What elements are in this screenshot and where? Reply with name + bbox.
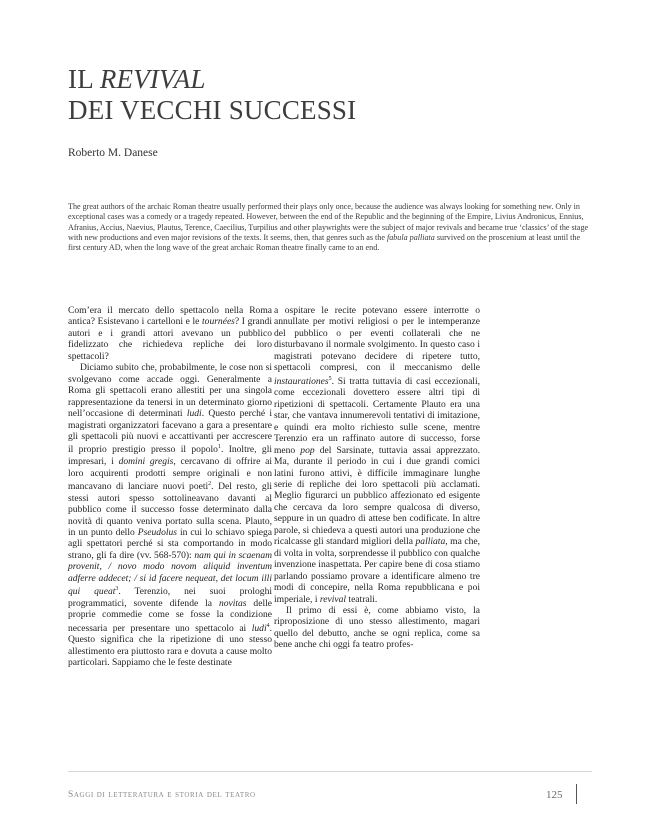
paragraph: [68, 362, 272, 668]
text-run: a ospitare le recite potevano essere interrotte o annullate per motivi religiosi o per le intemperanze del pubblico o per eventi collaterali che ne disturbavano il normale svolgimento. In questo caso i magistrati potevano decidere di ripetere tutto, spettacoli compresi, con il meccanismo delle: [274, 305, 480, 374]
italic-run: nam qui in scaenam provenit, / novo modo novom aliquid inventum adferre addecet; / si id facere nequeat, det locum illi qui queat: [68, 549, 272, 598]
page-number-bar: [576, 784, 577, 804]
text-run: . Terenzio, nei suoi prologhi programmatici, sovente difende la: [68, 586, 272, 609]
abstract-text: The great authors of the archaic Roman theatre usually performed their plays only once, because the audience was always looking for something new. Only in exceptional cases was a comedy or a tragedy repeated. However, between the end of the Republic and the beginning of the Empire, Livius Andronicus, Ennius, Afranius, Accius, Naevius, Plautus, Terence, Caecilius, Turpilius and other playwrights were the subject of major revivals and became true ‘classics’ of the stage with new productions and even major revisions of the texts. It seems, then, that genres such as the: [68, 202, 589, 243]
paragraph: [68, 305, 272, 362]
text-run: delle proprie commedie come se fosse la condizione necessaria per presentare uno spettacolo ai: [68, 597, 272, 634]
text-run: teatrali.: [346, 593, 378, 605]
italic-run: domini gregis: [118, 456, 174, 468]
title-italic-word: REVIVAL: [99, 64, 206, 94]
italic-run: ludi: [251, 622, 267, 634]
italic-run: revival: [319, 593, 347, 605]
italic-run: pop: [300, 444, 315, 456]
title-line-2: DEI VECCHI SUCCESSI: [68, 95, 357, 125]
text-run: ? I grandi autori e i grandi attori avevano un pubblico fidelizzato che richiedeva repliche dei loro spettacoli?: [68, 316, 272, 362]
title-line-1: [68, 64, 588, 95]
paragraph: [274, 305, 480, 605]
italic-run: palliata: [415, 536, 446, 548]
abstract: [68, 202, 592, 254]
text-run: in cui lo schiavo spiega agli spettatori perché si sta comportando in modo strano, gli fa dire (vv. 568-570):: [68, 526, 272, 561]
text-run: . Del resto, gli stessi autori spesso sottolineavano davanti al pubblico come il successo fosse determinato dalla novità di quanto veniva portato sulla scena. Plauto, in un punto dello: [68, 481, 273, 538]
text-run: Diciamo subito che, probabilmente, le cose non si svolgevano come accade oggi. Generalmente a Roma gli spettacoli erano allestiti per una singola rappresentazione da tenersi in un determinato giorno nell’occasione di determinati: [68, 362, 272, 420]
footnote-ref[interactable]: 5: [328, 375, 332, 382]
italic-run: novitas: [218, 597, 247, 609]
text-run: . Inoltre, gli impresari, i: [68, 444, 272, 468]
footnote-ref[interactable]: 3: [115, 586, 119, 593]
text-run: del Sarsinate, tuttavia assai apprezzato. Ma, durante il periodo in cui i due grandi comici latini furono attivi, è difficile immaginare lunghe serie di repliche dei loro spettacoli più acclamati. Meglio figurarci un pubblico affezionato ed esigente che cercava da loro sempre qualcosa di diverso, seppure in un quadro di attese ben codificate. In altre parole, si chiedeva a questi autori una produzione che ricalcasse gli standard migliori della: [274, 444, 480, 548]
article-title: [68, 64, 588, 126]
text-run: , ma che, di volta in volta, sorprendesse il pubblico con qualche invenzione inaspettata. Per capire bene di cosa stiamo parlando possiamo provare a identificare almeno tre modi di concepire, nella Roma repubblicana e poi imperiale, i: [274, 536, 481, 605]
title-prefix: IL: [68, 64, 100, 94]
italic-run: instaurationes: [274, 375, 329, 387]
page-number: 125: [546, 789, 563, 801]
abstract-paragraph: [68, 202, 592, 254]
abstract-italic: fabula palliata: [386, 233, 435, 243]
italic-run: Pseudolus: [137, 526, 177, 538]
italic-run: ludi: [186, 408, 202, 420]
text-run: . Questo perché i magistrati organizzatori facevano a gara a presentare gli spettacoli più nuovi e accattivanti per accrescere il proprio prestigio presso il popolo: [68, 408, 272, 456]
abstract-text: survived on the proscenium at least until the first century AD, when the long wave of the great archaic Roman theatre finally came to an end.: [68, 233, 581, 253]
footnote-ref[interactable]: 2: [208, 480, 212, 487]
italic-run: tournées: [202, 316, 235, 328]
text-run: . Questo significa che la ripetizione di uno stesso allestimento era piuttosto rara e dovuta a cause molto particolari. Sappiamo che le feste destinate: [68, 622, 272, 669]
footer-divider: [68, 771, 592, 772]
body-column-right: [274, 305, 480, 651]
body-column-left: [68, 305, 272, 669]
text-run: , cercavano di offrire ai loro acquirenti prodotti sempre originali e non mancavano di lanciare nuovi poeti: [68, 456, 272, 493]
author-name: Roberto M. Danese: [68, 147, 158, 159]
paragraph: Il primo di essi è, come abbiamo visto, la riproposizione di uno stesso allestimento, magari quello del debutto, anche se ogni replica, come sa bene anche chi oggi fa teatro profes-: [274, 604, 480, 651]
text-run: Com’era il mercato dello spettacolo nella Roma antica? Esistevano i cartelloni e le: [68, 305, 272, 328]
footnote-ref[interactable]: 4: [266, 622, 270, 629]
running-head: Saggi di letteratura e storia del teatro: [68, 790, 256, 800]
footnote-ref[interactable]: 1: [217, 444, 221, 451]
text-run: . Si tratta tuttavia di casi eccezionali, come eccezionali dovettero essere altri tipi di ripetizioni di spettacoli. Certamente Plauto era una star, che vantava innumerevoli tentativi di imitazione, e quindi era molto richiesto sulle scene, mentre Terenzio era un raffinato autore di successo, forse meno: [274, 375, 480, 456]
